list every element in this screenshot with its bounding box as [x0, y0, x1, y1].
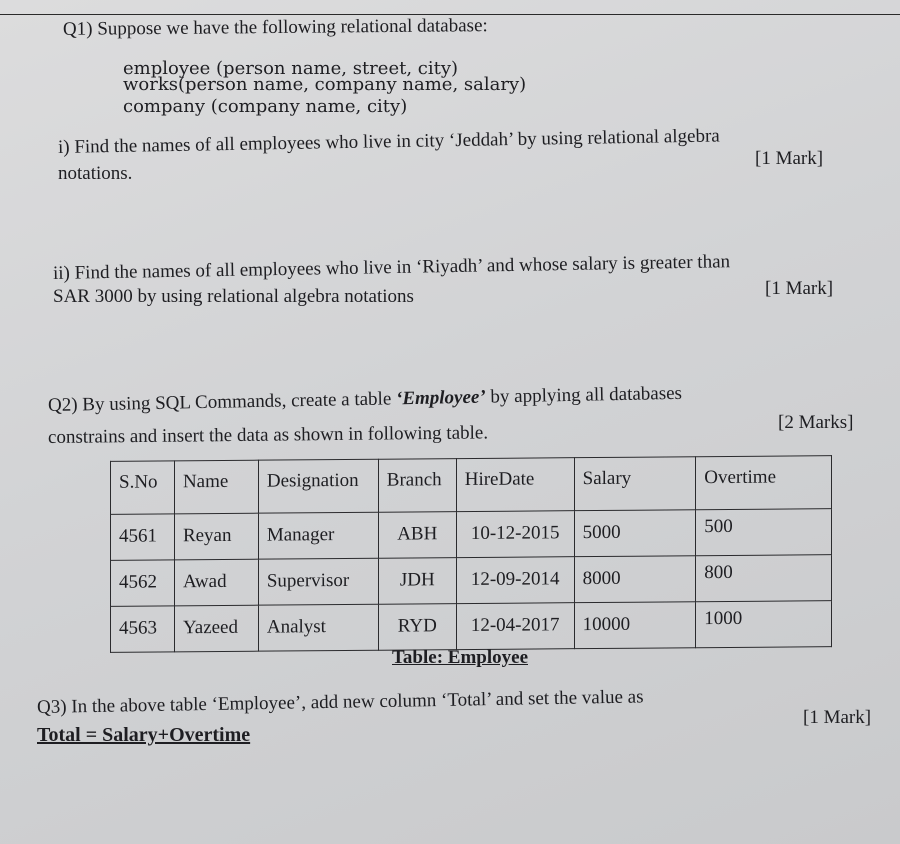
cell-designation: Manager [258, 512, 378, 559]
table-header-row [111, 456, 832, 514]
cell-designation: Supervisor [258, 558, 378, 605]
q2-line2: constrains and insert the data as shown in following table. [47, 422, 489, 448]
page-top-border [0, 0, 900, 15]
cell-designation: Analyst [258, 604, 378, 651]
q1-part-ii-mark: [1 Mark] [765, 278, 834, 299]
cell-hiredate: 12-09-2014 [456, 556, 574, 603]
cell-branch: JDH [378, 557, 456, 604]
q2-mark: [2 Marks] [778, 412, 854, 433]
q1-part-i-line1: i) Find the names of all employees who live in city ‘Jeddah’ by using relational algebra [57, 125, 720, 158]
table-row [111, 554, 832, 606]
cell-name: Yazeed [174, 605, 258, 652]
header-overtime: Overtime [696, 456, 832, 510]
cell-sno: 4563 [111, 606, 175, 653]
header-sno: S.No [111, 461, 175, 514]
q1-heading: Q1) Suppose we have the following relational database: [62, 15, 488, 40]
cell-overtime: 800 [696, 554, 832, 601]
schema-employee: employee (person name, street, city) [123, 58, 459, 79]
table-caption: Table: Employee [392, 647, 528, 668]
cell-salary: 5000 [574, 509, 696, 556]
table-row [111, 600, 832, 652]
cell-hiredate: 10-12-2015 [456, 510, 574, 557]
header-branch: Branch [378, 459, 456, 512]
header-hiredate: HireDate [456, 458, 574, 511]
table-row [111, 508, 832, 560]
cell-sno: 4561 [111, 513, 175, 560]
employee-table [110, 455, 832, 653]
cell-salary: 8000 [574, 555, 696, 602]
cell-name: Awad [174, 559, 258, 606]
q2-line1 [48, 384, 682, 415]
header-salary: Salary [574, 457, 696, 510]
q1-part-i-line2: notations. [58, 163, 133, 184]
q3-formula: Total = Salary+Overtime [37, 724, 251, 746]
q1-part-ii-line1: ii) Find the names of all employees who live in ‘Riyadh’ and whose salary is greater than [52, 251, 731, 284]
q2-line1-pre: Q2) By using SQL Commands, create a table [47, 388, 397, 416]
cell-hiredate: 12-04-2017 [456, 603, 574, 650]
cell-name: Reyan [174, 513, 258, 560]
q1-part-ii-line2: SAR 3000 by using relational algebra notations [53, 286, 414, 307]
cell-salary: 10000 [574, 602, 696, 649]
q3-line1: Q3) In the above table ‘Employee’, add new column ‘Total’ and set the value as [36, 686, 644, 718]
cell-overtime: 500 [696, 508, 832, 555]
cell-sno: 4562 [111, 560, 175, 607]
q3-mark: [1 Mark] [803, 707, 872, 728]
header-name: Name [174, 460, 258, 513]
q1-part-i-mark: [1 Mark] [755, 148, 824, 169]
cell-branch: ABH [378, 511, 456, 558]
header-designation: Designation [258, 459, 378, 512]
cell-overtime: 1000 [696, 600, 832, 647]
schema-company: company (company name, city) [123, 96, 408, 117]
q2-table-name: ‘Employee’ [395, 386, 486, 410]
schema-works: works(person name, company name, salary) [123, 74, 527, 95]
cell-branch: RYD [378, 603, 456, 650]
q2-line1-post: by applying all databases [485, 382, 683, 408]
